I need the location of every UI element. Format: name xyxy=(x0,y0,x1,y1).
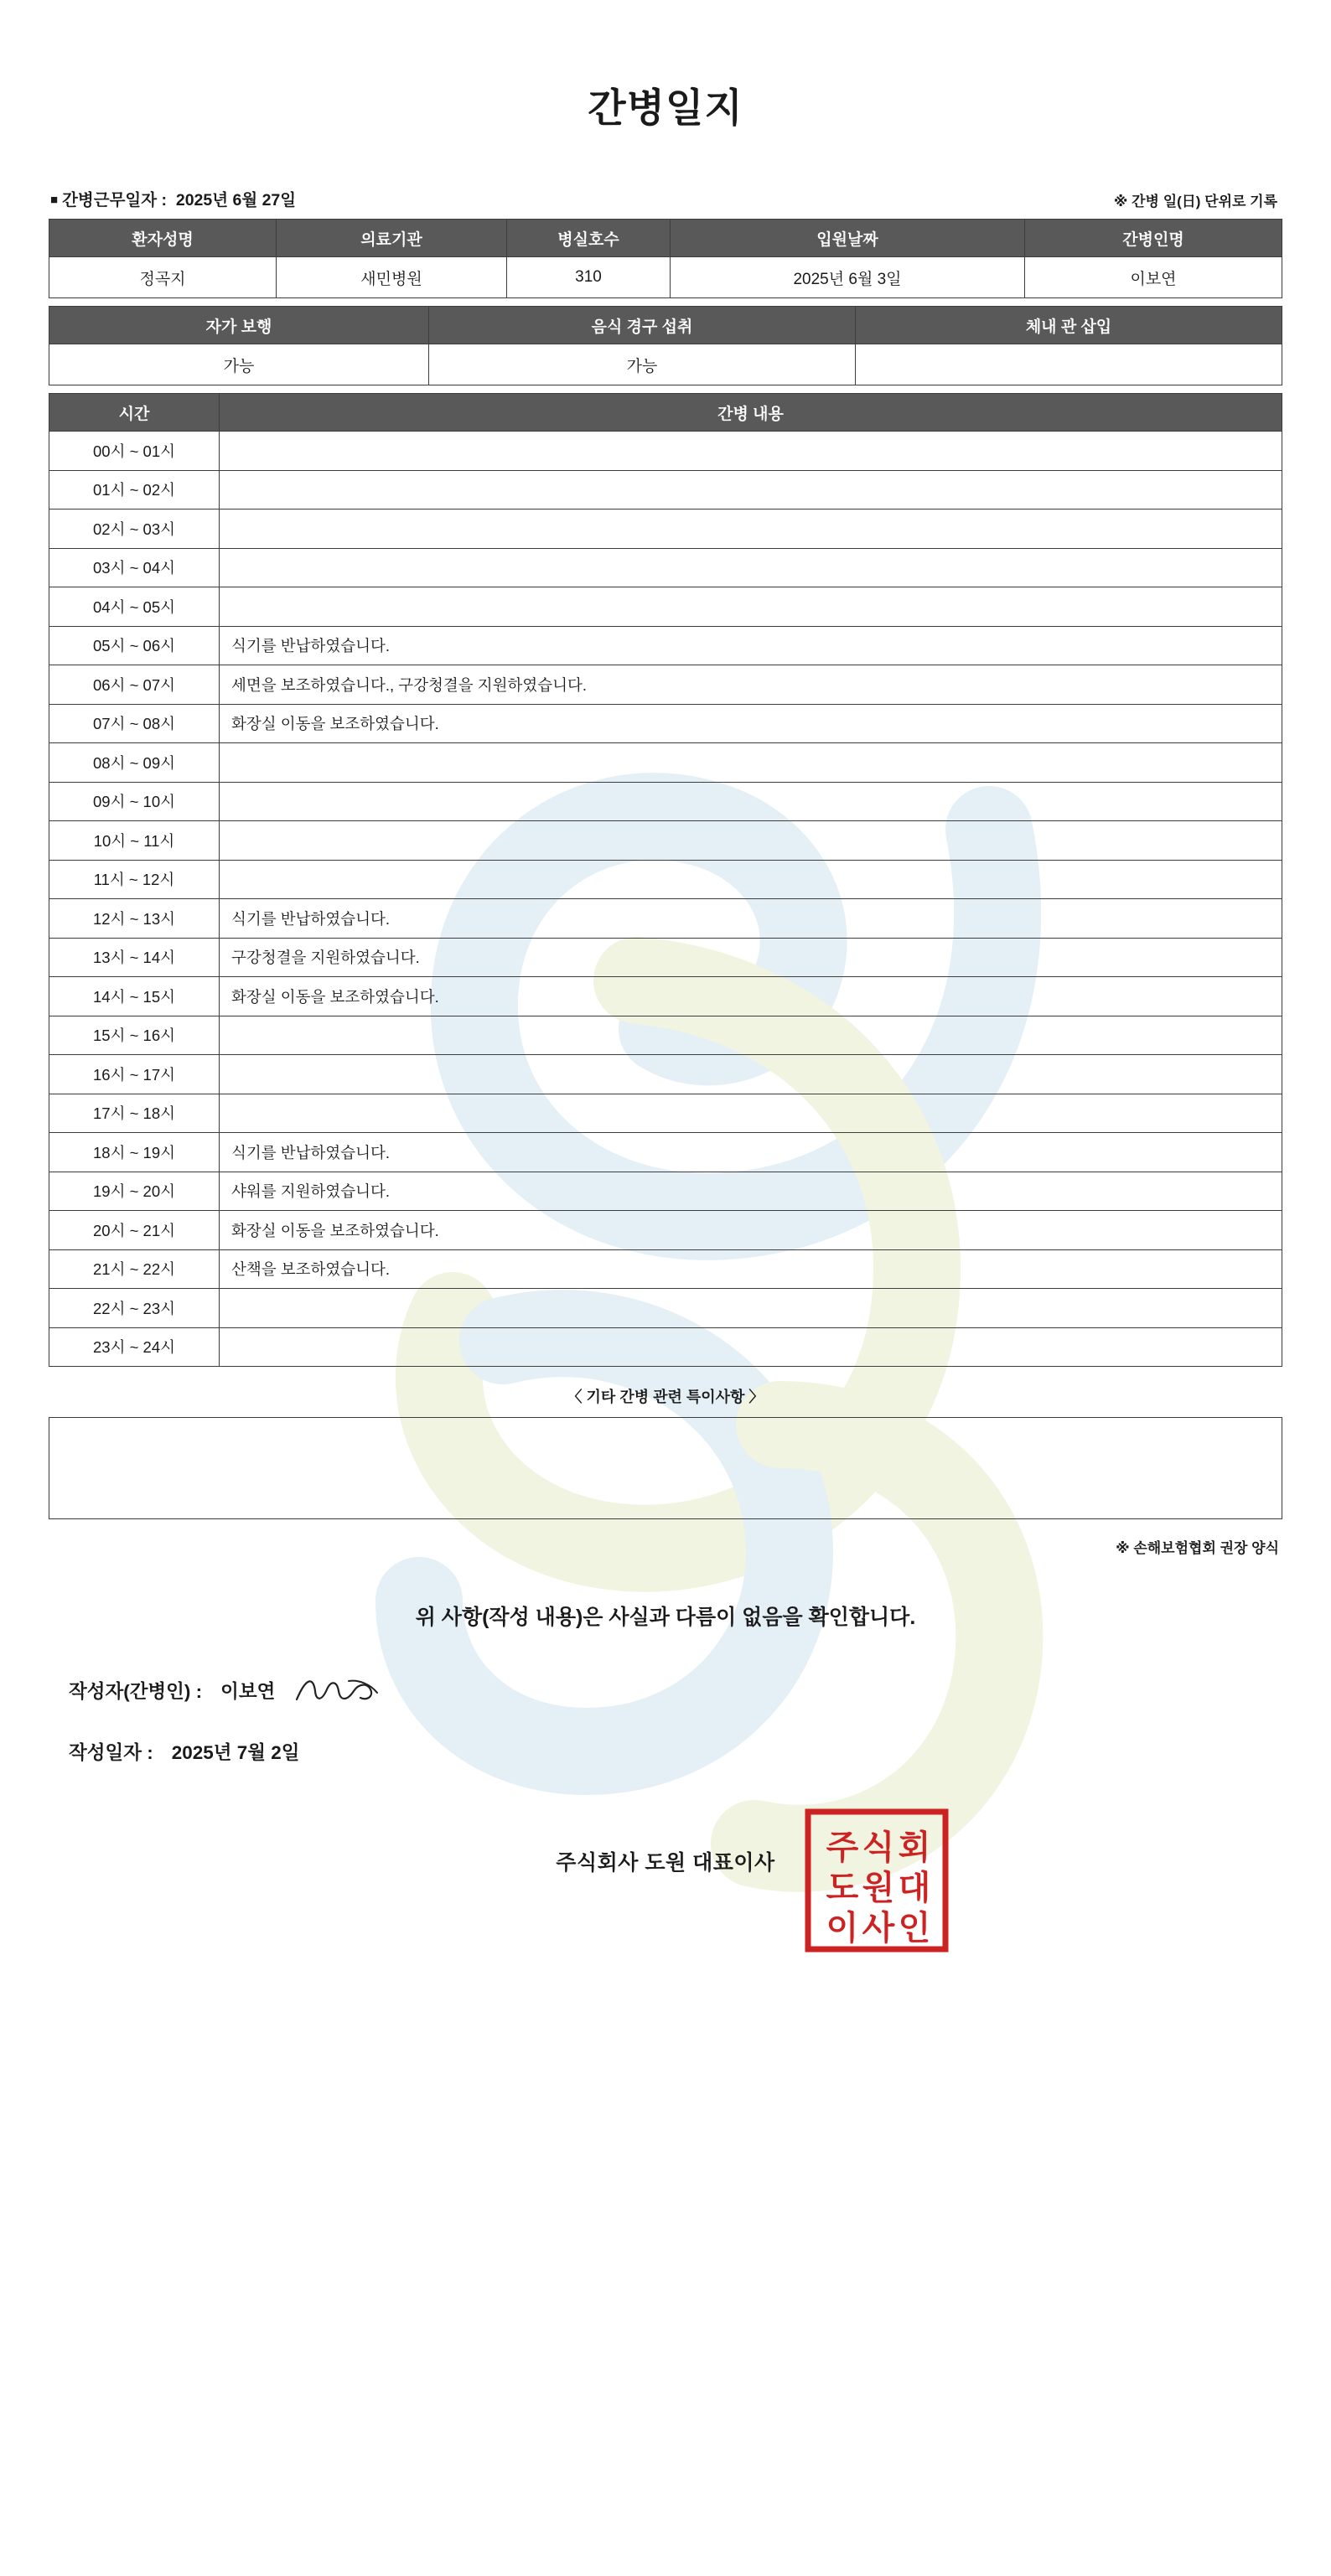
time-slot: 15시 ~ 16시 xyxy=(49,1016,220,1055)
writer-row xyxy=(69,1671,1282,1710)
care-note: 샤워를 지원하였습니다. xyxy=(220,1172,1282,1211)
writer-label: 작성자(간병인) : xyxy=(69,1681,203,1702)
care-note xyxy=(220,1094,1282,1133)
time-slot: 16시 ~ 17시 xyxy=(49,1055,220,1094)
table-row xyxy=(49,470,1282,510)
value-patient-name: 정곡지 xyxy=(49,257,277,298)
svg-text:인: 인 xyxy=(898,1910,931,1947)
care-note: 화장실 이동을 보조하였습니다. xyxy=(220,704,1282,743)
association-note: ※ 손해보험협회 권장 양식 xyxy=(1116,1540,1279,1556)
work-date xyxy=(50,187,296,210)
company-row xyxy=(49,1798,1282,1947)
written-date-value: 2025년 7월 2일 xyxy=(171,1742,300,1763)
time-slot: 12시 ~ 13시 xyxy=(49,899,220,939)
care-note xyxy=(220,1327,1282,1367)
col-self-walking: 자가 보행 xyxy=(49,307,429,344)
patient-info-table xyxy=(49,219,1282,298)
table-row xyxy=(49,1055,1282,1094)
signature-icon xyxy=(290,1671,391,1710)
unit-note: ※ 간병 일(日) 단위로 기록 xyxy=(1113,194,1277,209)
table-row xyxy=(49,344,1282,385)
care-note: 구강청결을 지원하였습니다. xyxy=(220,938,1282,977)
table-row xyxy=(49,548,1282,587)
svg-text:대: 대 xyxy=(898,1870,931,1906)
value-room: 310 xyxy=(507,257,671,298)
care-note: 세면을 보조하였습니다., 구강청결을 지원하였습니다. xyxy=(220,665,1282,705)
table-row xyxy=(49,510,1282,549)
care-note: 식기를 반납하였습니다. xyxy=(220,626,1282,665)
col-admission-date: 입원날짜 xyxy=(671,220,1025,257)
table-row xyxy=(49,1327,1282,1367)
table-row xyxy=(49,782,1282,821)
care-note: 산책을 보조하였습니다. xyxy=(220,1249,1282,1289)
table-row xyxy=(49,1133,1282,1172)
time-slot: 05시 ~ 06시 xyxy=(49,626,220,665)
col-room: 병실호수 xyxy=(507,220,671,257)
table-row xyxy=(49,938,1282,977)
care-note xyxy=(220,548,1282,587)
svg-text:회: 회 xyxy=(898,1829,931,1866)
time-slot: 14시 ~ 15시 xyxy=(49,977,220,1016)
page-title: 간병일지 xyxy=(588,85,743,130)
care-note xyxy=(220,432,1282,471)
table-row xyxy=(49,626,1282,665)
value-self-walking: 가능 xyxy=(49,344,429,385)
table-row xyxy=(49,1016,1282,1055)
table-row xyxy=(49,257,1282,298)
written-date-label: 작성일자 : xyxy=(69,1742,153,1763)
col-patient-name: 환자성명 xyxy=(49,220,277,257)
time-slot: 11시 ~ 12시 xyxy=(49,860,220,899)
table-row xyxy=(49,1211,1282,1250)
care-note xyxy=(220,1055,1282,1094)
svg-text:이: 이 xyxy=(826,1910,859,1947)
svg-text:도: 도 xyxy=(826,1870,859,1906)
care-note: 식기를 반납하였습니다. xyxy=(220,1133,1282,1172)
care-note xyxy=(220,1289,1282,1328)
col-oral-intake: 음식 경구 섭취 xyxy=(429,307,856,344)
work-date-label: 간병근무일자 : xyxy=(62,191,167,209)
time-slot: 09시 ~ 10시 xyxy=(49,782,220,821)
value-admission-date: 2025년 6월 3일 xyxy=(671,257,1025,298)
table-header-row xyxy=(49,307,1282,344)
table-row xyxy=(49,1249,1282,1289)
work-date-value: 2025년 6월 27일 xyxy=(175,191,297,209)
time-slot: 13시 ~ 14시 xyxy=(49,938,220,977)
time-slot: 08시 ~ 09시 xyxy=(49,743,220,783)
table-row xyxy=(49,665,1282,705)
time-slot: 10시 ~ 11시 xyxy=(49,821,220,861)
time-slot: 04시 ~ 05시 xyxy=(49,587,220,627)
writer-value: 이보연 xyxy=(220,1681,276,1702)
table-row xyxy=(49,977,1282,1016)
table-header-row xyxy=(49,394,1282,432)
table-row xyxy=(49,587,1282,627)
col-time: 시간 xyxy=(49,394,220,432)
time-slot: 03시 ~ 04시 xyxy=(49,548,220,587)
col-care-content: 간병 내용 xyxy=(220,394,1282,432)
care-note xyxy=(220,587,1282,627)
care-note xyxy=(220,782,1282,821)
time-slot: 00시 ~ 01시 xyxy=(49,432,220,471)
svg-text:주: 주 xyxy=(826,1829,859,1866)
time-slot: 22시 ~ 23시 xyxy=(49,1289,220,1328)
company-stamp-icon xyxy=(803,1807,950,1954)
table-header-row xyxy=(49,220,1282,257)
care-note xyxy=(220,860,1282,899)
time-slot: 23시 ~ 24시 xyxy=(49,1327,220,1367)
bullet-icon: ■ xyxy=(50,193,59,207)
col-hospital: 의료기관 xyxy=(277,220,507,257)
table-row xyxy=(49,1172,1282,1211)
value-hospital: 새민병원 xyxy=(277,257,507,298)
care-note: 화장실 이동을 보조하였습니다. xyxy=(220,977,1282,1016)
time-slot: 18시 ~ 19시 xyxy=(49,1133,220,1172)
col-caregiver: 간병인명 xyxy=(1025,220,1282,257)
written-date-row xyxy=(69,1738,1282,1765)
extra-notes-box[interactable] xyxy=(49,1417,1282,1519)
table-row xyxy=(49,432,1282,471)
meta-row xyxy=(49,187,1282,210)
table-row xyxy=(49,1289,1282,1328)
value-oral-intake: 가능 xyxy=(429,344,856,385)
svg-text:식: 식 xyxy=(862,1829,895,1866)
care-note xyxy=(220,743,1282,783)
confirmation-statement: 위 사항(작성 내용)은 사실과 다름이 없음을 확인합니다. xyxy=(415,1606,916,1629)
care-note xyxy=(220,821,1282,861)
time-slot: 21시 ~ 22시 xyxy=(49,1249,220,1289)
care-note xyxy=(220,470,1282,510)
table-row xyxy=(49,821,1282,861)
time-slot: 01시 ~ 02시 xyxy=(49,470,220,510)
table-row xyxy=(49,704,1282,743)
time-slot: 06시 ~ 07시 xyxy=(49,665,220,705)
col-tube-insertion: 체내 관 삽입 xyxy=(856,307,1282,344)
care-note: 식기를 반납하였습니다. xyxy=(220,899,1282,939)
svg-text:원: 원 xyxy=(862,1870,895,1906)
hourly-log-table xyxy=(49,393,1282,1367)
time-slot: 20시 ~ 21시 xyxy=(49,1211,220,1250)
table-row xyxy=(49,899,1282,939)
table-row xyxy=(49,743,1282,783)
time-slot: 02시 ~ 03시 xyxy=(49,510,220,549)
svg-text:사: 사 xyxy=(862,1910,895,1947)
table-row xyxy=(49,860,1282,899)
signature-block xyxy=(49,1671,1282,1765)
care-note: 화장실 이동을 보조하였습니다. xyxy=(220,1211,1282,1250)
table-row xyxy=(49,1094,1282,1133)
time-slot: 17시 ~ 18시 xyxy=(49,1094,220,1133)
patient-status-table xyxy=(49,306,1282,385)
value-caregiver: 이보연 xyxy=(1025,257,1282,298)
care-note xyxy=(220,1016,1282,1055)
extra-notes-title: 〈 기타 간병 관련 특이사항 〉 xyxy=(567,1389,764,1405)
value-tube-insertion xyxy=(856,344,1282,385)
company-name: 주식회사 도원 대표이사 xyxy=(556,1851,775,1875)
time-slot: 19시 ~ 20시 xyxy=(49,1172,220,1211)
time-slot: 07시 ~ 08시 xyxy=(49,704,220,743)
care-note xyxy=(220,510,1282,549)
